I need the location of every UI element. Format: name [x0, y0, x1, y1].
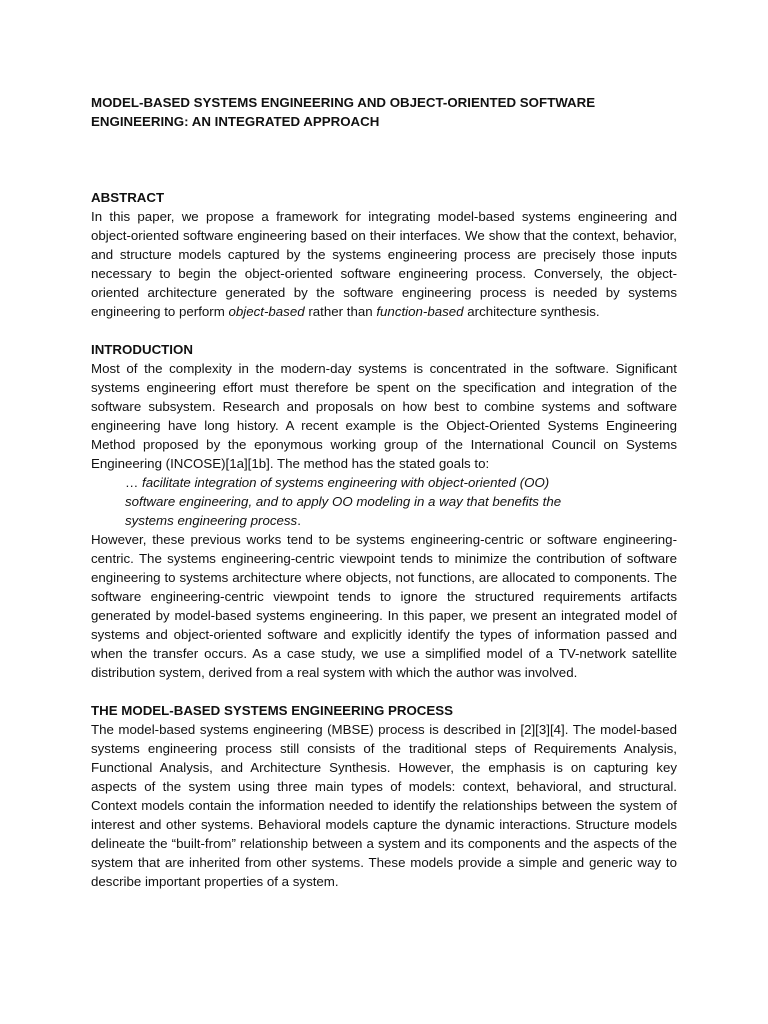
abstract-text-3: architecture synthesis. [463, 304, 600, 319]
mbse-paragraph-1: The model-based systems engineering (MBSE) process is described in [2][3][4]. The model-based systems engineering process still consists of the traditional steps of Requirements Analysis, Functional Analysis, and Architecture Synthesis. However, the emphasis is on capturing key aspects of the system using three main types of models: context, behavioral, and structural. Context models contain the information needed to identify the relationships between the system of interest and other systems. Behavioral models capture the dynamic interactions. Structure models delineate the “built-from” relationship between a system and its components and the aspects of the system that are inherited from other systems. These models provide a simple and generic way to describe important properties of a system. [91, 722, 677, 889]
introduction-quote [125, 473, 595, 530]
paper-title: MODEL-BASED SYSTEMS ENGINEERING AND OBJECT-ORIENTED SOFTWARE ENGINEERING: AN INTEGRATED APPROACH [91, 95, 596, 129]
document-page [91, 93, 677, 891]
abstract-heading: ABSTRACT [91, 190, 165, 205]
abstract-text-1: In this paper, we propose a framework for integrating model-based systems engineering and object-oriented software engineering based on their interfaces. We show that the context, behavior, and structure models captured by the systems engineering process are precisely those inputs necessary to begin the object-oriented software engineering process. Conversely, the object-oriented architecture generated by the software engineering process is needed by systems engineering to perform [91, 209, 677, 319]
abstract-paragraph [91, 207, 677, 321]
introduction-paragraph-2: However, these previous works tend to be systems engineering-centric or software engineering-centric. The systems engineering-centric viewpoint tends to minimize the contribution of software engineering to systems architecture where objects, not functions, are allocated to components. The software engineering-centric viewpoint tends to ignore the structured requirements artifacts generated by model-based systems engineering. In this paper, we present an integrated model of systems and object-oriented software and explicitly identify the types of information passed and when the transfer occurs. As a case study, we use a simplified model of a TV-network satellite distribution system, derived from a real system with which the author was involved. [91, 532, 677, 680]
quote-text: facilitate integration of systems engineering with object-oriented (OO) software engineering, and to apply OO modeling in a way that benefits the systems engineering process [125, 475, 562, 528]
introduction-paragraph-1: Most of the complexity in the modern-day systems is concentrated in the software. Significant systems engineering effort must therefore be spent on the specification and integration of the software subsystem. Research and proposals on how best to combine systems and software engineering have long history. A recent example is the Object-Oriented Systems Engineering Method proposed by the eponymous working group of the International Council on Systems Engineering (INCOSE)[1a][1b]. The method has the stated goals to: [91, 361, 677, 471]
abstract-emphasis-object-based: object-based [228, 304, 305, 319]
quote-period: . [297, 513, 301, 528]
introduction-heading: INTRODUCTION [91, 342, 193, 357]
abstract-emphasis-function-based: function-based [376, 304, 464, 319]
mbse-heading: THE MODEL-BASED SYSTEMS ENGINEERING PROCESS [91, 703, 454, 718]
abstract-text-2: rather than [304, 304, 377, 319]
quote-ellipsis: … [125, 475, 139, 490]
